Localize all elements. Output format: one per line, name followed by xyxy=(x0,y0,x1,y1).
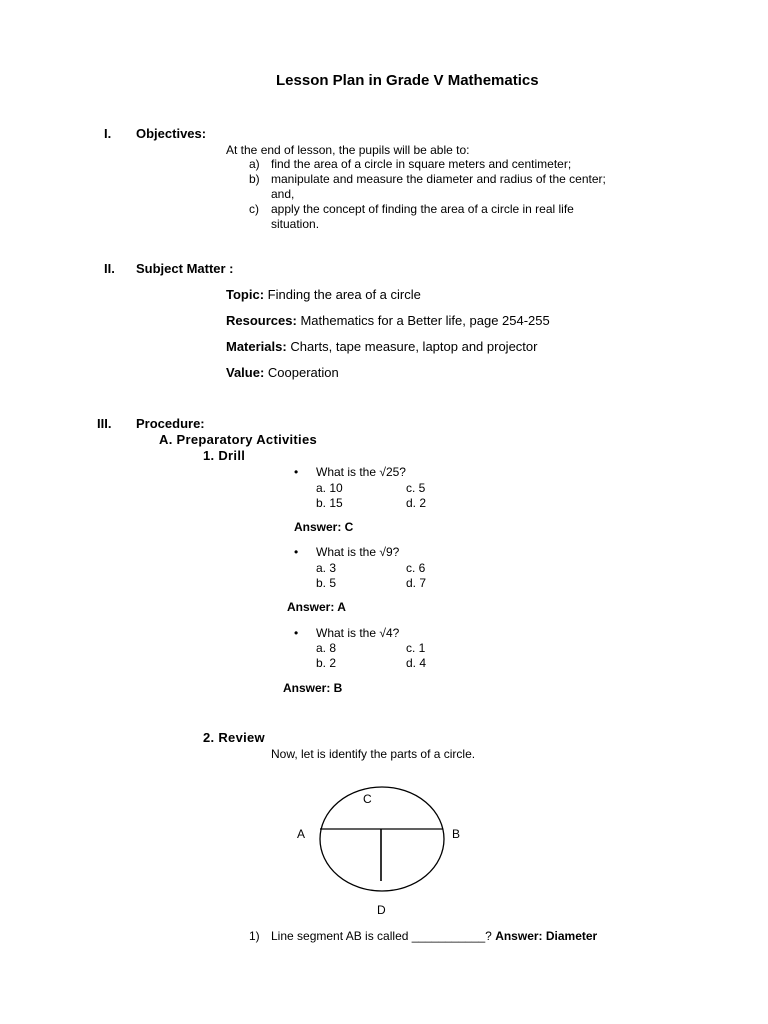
bullet: • xyxy=(294,626,299,640)
drill-answer: Answer: A xyxy=(287,600,346,614)
review-question-marker: 1) xyxy=(249,929,260,943)
bullet: • xyxy=(294,545,299,559)
procedure-heading: Procedure: xyxy=(136,416,205,431)
section-number-subject-matter: II. xyxy=(104,261,115,276)
circle-outline xyxy=(320,787,444,891)
objective-text: manipulate and measure the diameter and radius of the center; xyxy=(271,172,606,186)
drill-option: b. 15 xyxy=(316,496,343,510)
point-label-a: A xyxy=(297,827,306,841)
field-label: Resources: xyxy=(226,313,297,328)
drill-option: c. 6 xyxy=(406,561,426,575)
objective-marker: b) xyxy=(249,172,260,186)
section-number-objectives: I. xyxy=(104,126,112,141)
drill-question: What is the √4? xyxy=(316,626,400,640)
review-question-text: Line segment AB is called ___________? xyxy=(271,929,492,943)
field-label: Materials: xyxy=(226,339,287,354)
objective-marker: c) xyxy=(249,202,259,216)
field-value: Mathematics for a Better life, page 254-255 xyxy=(300,313,550,328)
review-heading: 2. Review xyxy=(203,730,265,745)
drill-option: a. 3 xyxy=(316,561,337,575)
bullet: • xyxy=(294,465,299,479)
review-intro: Now, let is identify the parts of a circle. xyxy=(271,747,476,761)
drill-question: What is the √25? xyxy=(316,465,406,479)
drill-question: What is the √9? xyxy=(316,545,400,559)
review-question-answer: Answer: Diameter xyxy=(495,929,598,943)
objectives-heading: Objectives: xyxy=(136,126,207,141)
field-label: Value: xyxy=(226,365,265,380)
drill-option: b. 2 xyxy=(316,656,337,670)
drill-option: a. 10 xyxy=(316,481,343,495)
objective-marker: a) xyxy=(249,157,260,171)
drill-heading: 1. Drill xyxy=(203,448,246,463)
drill-option: a. 8 xyxy=(316,641,337,655)
point-label-b: B xyxy=(452,827,461,841)
drill-answer: Answer: C xyxy=(294,520,354,534)
preparatory-activities-heading: A. Preparatory Activities xyxy=(159,432,318,447)
drill-option: c. 5 xyxy=(406,481,426,495)
objective-text: apply the concept of finding the area of a circle in real life xyxy=(271,202,574,216)
drill-answer: Answer: B xyxy=(283,681,343,695)
section-number-procedure: III. xyxy=(97,416,112,431)
point-label-c: C xyxy=(363,792,372,806)
objective-text-continuation: and, xyxy=(271,187,295,201)
field-value: Finding the area of a circle xyxy=(267,287,421,302)
field-value: Charts, tape measure, laptop and projector xyxy=(290,339,538,354)
document-title: Lesson Plan in Grade V Mathematics xyxy=(276,72,539,89)
objective-text: find the area of a circle in square meters and centimeter; xyxy=(271,157,572,171)
drill-option: b. 5 xyxy=(316,576,337,590)
field-label: Topic: xyxy=(226,287,265,302)
point-label-d: D xyxy=(377,903,386,917)
drill-option: d. 2 xyxy=(406,496,427,510)
subject-matter-heading: Subject Matter : xyxy=(136,261,234,276)
review-question xyxy=(271,929,597,943)
drill-option: c. 1 xyxy=(406,641,426,655)
drill-option: d. 7 xyxy=(406,576,427,590)
objectives-intro: At the end of lesson, the pupils will be able to: xyxy=(226,143,470,157)
drill-option: d. 4 xyxy=(406,656,427,670)
field-value: Cooperation xyxy=(267,365,339,380)
objective-text-continuation: situation. xyxy=(271,217,320,231)
